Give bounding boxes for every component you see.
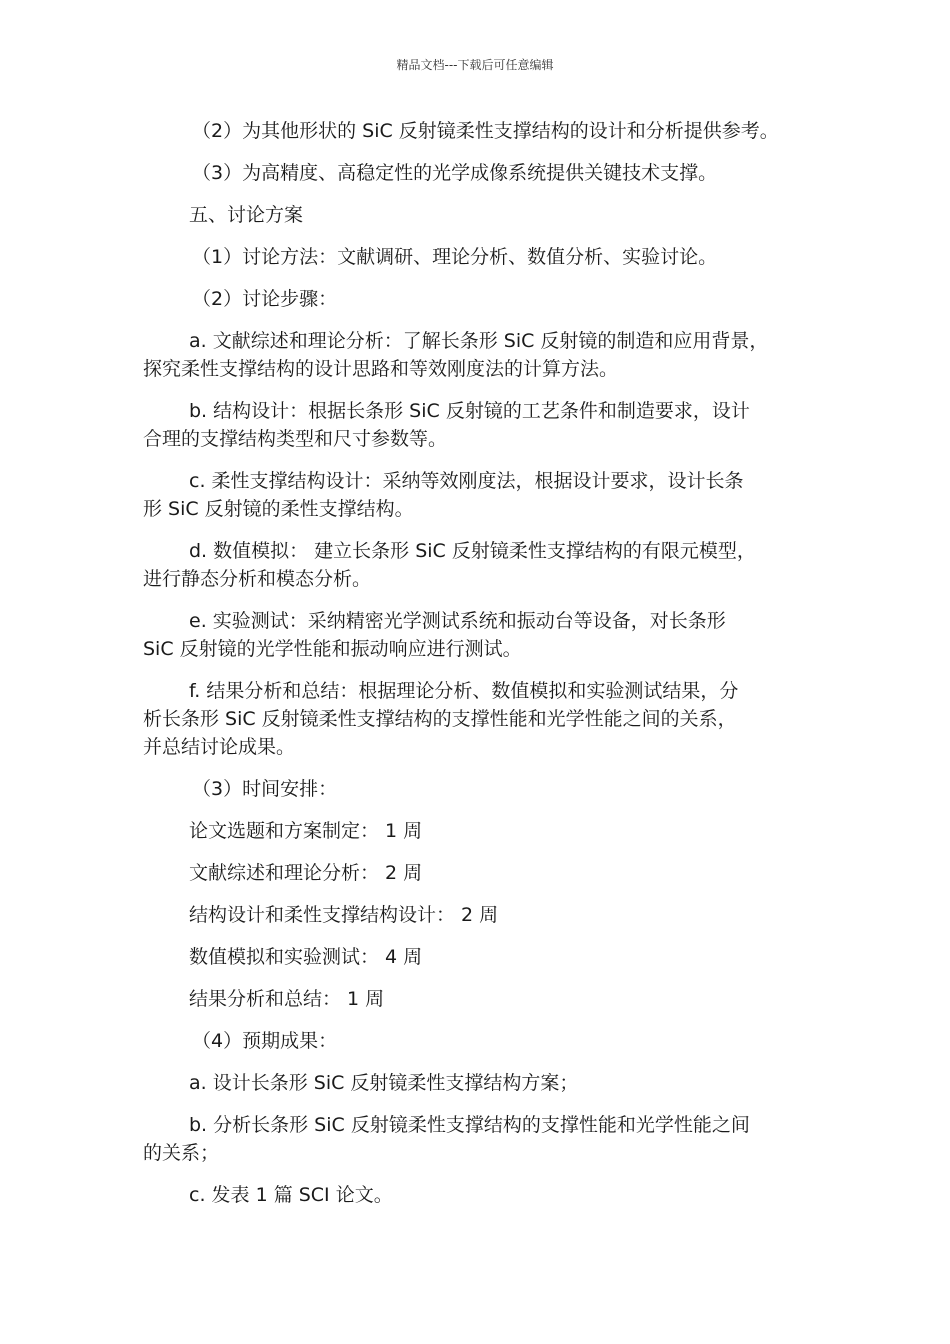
paragraph xyxy=(143,397,823,453)
paragraph xyxy=(143,201,823,229)
paragraph-line: 的关系； xyxy=(143,1142,220,1164)
paragraph xyxy=(143,943,823,971)
paragraph xyxy=(143,775,823,803)
paragraph-line: a. 文献综述和理论分析：了解长条形 SiC 反射镜的制造和应用背景， xyxy=(189,330,769,352)
paragraph-line: 进行静态分析和模态分析。 xyxy=(143,568,372,590)
paragraph-line: （4）预期成果： xyxy=(192,1030,338,1052)
paragraph-line: （3）时间安排： xyxy=(192,778,338,800)
page-header: 精品文档---下载后可任意编辑 xyxy=(396,58,554,72)
paragraph-line: SiC 反射镜的光学性能和振动响应进行测试。 xyxy=(143,638,522,660)
paragraph xyxy=(143,467,823,523)
paragraph xyxy=(143,1111,823,1167)
paragraph-line: 文献综述和理论分析： 2 周 xyxy=(189,862,423,884)
paragraph-line: （3）为高精度、高稳定性的光学成像系统提供关键技术支撑。 xyxy=(192,162,718,184)
paragraph xyxy=(143,677,823,761)
paragraph-line: 数值模拟和实验测试： 4 周 xyxy=(189,946,423,968)
paragraph-line: 并总结讨论成果。 xyxy=(143,736,296,758)
paragraph-line: c. 柔性支撑结构设计：采纳等效刚度法，根据设计要求，设计长条 xyxy=(189,470,744,492)
paragraph xyxy=(143,859,823,887)
paragraph-line: e. 实验测试：采纳精密光学测试系统和振动台等设备，对长条形 xyxy=(189,610,726,632)
paragraph-line: （2）为其他形状的 SiC 反射镜柔性支撑结构的设计和分析提供参考。 xyxy=(192,120,779,142)
paragraph-line: 探究柔性支撑结构的设计思路和等效刚度法的计算方法。 xyxy=(143,358,619,380)
paragraph xyxy=(143,117,823,145)
paragraph-line: 结果分析和总结： 1 周 xyxy=(189,988,385,1010)
document-body xyxy=(143,117,823,1223)
paragraph xyxy=(143,901,823,929)
paragraph xyxy=(143,327,823,383)
paragraph-line: b. 分析长条形 SiC 反射镜柔性支撑结构的支撑性能和光学性能之间 xyxy=(189,1114,750,1136)
paragraph xyxy=(143,159,823,187)
paragraph xyxy=(143,607,823,663)
paragraph-line: （2）讨论步骤： xyxy=(192,288,338,310)
paragraph-line: 结构设计和柔性支撑结构设计： 2 周 xyxy=(189,904,499,926)
paragraph xyxy=(143,537,823,593)
paragraph-line: d. 数值模拟： 建立长条形 SiC 反射镜柔性支撑结构的有限元模型， xyxy=(189,540,756,562)
paragraph-line: 合理的支撑结构类型和尺寸参数等。 xyxy=(143,428,448,450)
paragraph-line: 形 SiC 反射镜的柔性支撑结构。 xyxy=(143,498,414,520)
paragraph xyxy=(143,285,823,313)
paragraph-line: 论文选题和方案制定： 1 周 xyxy=(189,820,423,842)
paragraph xyxy=(143,243,823,271)
paragraph-line: a. 设计长条形 SiC 反射镜柔性支撑结构方案； xyxy=(189,1072,579,1094)
paragraph xyxy=(143,1069,823,1097)
paragraph xyxy=(143,985,823,1013)
paragraph-line: f. 结果分析和总结：根据理论分析、数值模拟和实验测试结果，分 xyxy=(189,680,739,702)
paragraph-line: （1）讨论方法：文献调研、理论分析、数值分析、实验讨论。 xyxy=(192,246,718,268)
paragraph xyxy=(143,817,823,845)
paragraph-line: 五、讨论方案 xyxy=(189,204,304,226)
paragraph xyxy=(143,1181,823,1209)
paragraph-line: 析长条形 SiC 反射镜柔性支撑结构的支撑性能和光学性能之间的关系， xyxy=(143,708,737,730)
paragraph-line: b. 结构设计：根据长条形 SiC 反射镜的工艺条件和制造要求，设计 xyxy=(189,400,750,422)
paragraph xyxy=(143,1027,823,1055)
paragraph-line: c. 发表 1 篇 SCI 论文。 xyxy=(189,1184,393,1206)
